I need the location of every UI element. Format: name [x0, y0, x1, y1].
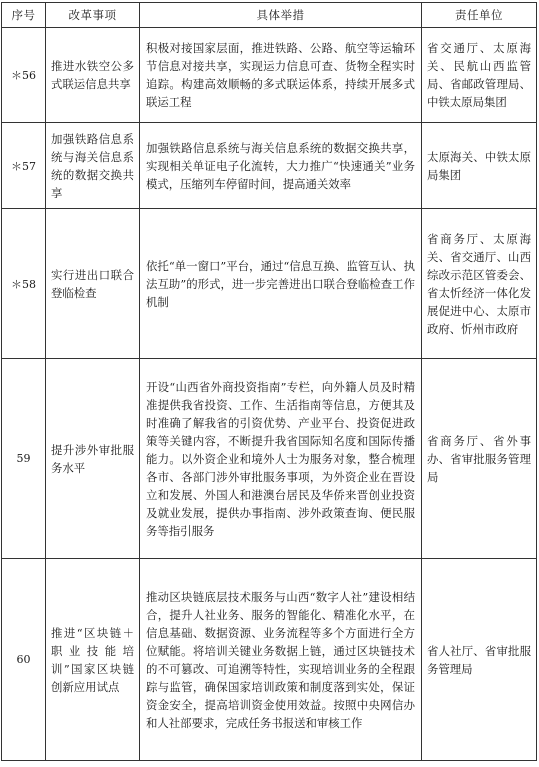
table-row	[2, 359, 537, 559]
responsible-unit-cell: 省商务厅、太原海关、省交通厅、山西综改示范区管委会、省太忻经济一体化发展促进中心、太原市政府、忻州市政府	[422, 209, 537, 359]
serial-no-cell: ＊57	[2, 123, 46, 209]
responsible-unit-cell: 省商务厅、省外事办、省审批服务管理局	[422, 359, 537, 559]
measure-cell: 积极对接国家层面，推进铁路、公路、航空等运输环节信息对接共享，实现运力信息可查、货物全程实时追踪。构建高效顺畅的多式联运体系，持续开展多式联运工程	[140, 28, 422, 123]
header-specific-measures: 具体举措	[140, 3, 422, 28]
reform-item-cell: 推进“区块链＋职业技能培训”国家区块链创新应用试点	[46, 559, 140, 761]
table-row	[2, 123, 537, 209]
header-serial-no: 序号	[2, 3, 46, 28]
reform-item-cell: 提升涉外审批服务水平	[46, 359, 140, 559]
table-row	[2, 209, 537, 359]
measure-cell: 开设“山西省外商投资指南”专栏，向外籍人员及时精准提供我省投资、工作、生活指南等信息，方便其及时准确了解我省的引资优势、产业平台、投资促进政策等关键内容，不断提升我省国际知名度和国际传播能力。以外资企业和境外人士为服务对象，整合梳理各市、各部门涉外审批服务事项，为外资企业在晋设立和发展、外国人和港澳台居民及华侨来晋创业投资及就业发展，提供办事指南、涉外政策查询、便民服务等指引服务	[140, 359, 422, 559]
serial-no-cell: 59	[2, 359, 46, 559]
serial-no-cell: 60	[2, 559, 46, 761]
measure-cell: 推动区块链底层技术服务与山西“数字人社”建设相结合，提升人社业务、服务的智能化、精准化水平，在信息基础、数据资源、业务流程等多个方面进行全方位赋能。将培训关键业务数据上链，通过区块链技术的不可篡改、可追溯等特性，实现培训业务的全程跟踪与监管，确保国家培训政策和制度落到实处，保证资金安全，提高培训资金使用效益。按照中央网信办和人社部要求，完成任务书报送和审核工作	[140, 559, 422, 761]
serial-no-cell: ＊58	[2, 209, 46, 359]
serial-no-cell: ＊56	[2, 28, 46, 123]
reform-item-cell: 实行进出口联合登临检查	[46, 209, 140, 359]
header-reform-item: 改革事项	[46, 3, 140, 28]
responsible-unit-cell: 省交通厅、太原海关、民航山西监管局、省邮政管理局、中铁太原局集团	[422, 28, 537, 123]
responsible-unit-cell: 太原海关、中铁太原局集团	[422, 123, 537, 209]
measure-cell: 依托“单一窗口”平台，通过“信息互换、监管互认、执法互助”的形式，进一步完善进出口联合登临检查工作机制	[140, 209, 422, 359]
header-responsible-unit: 责任单位	[422, 3, 537, 28]
table-header-row	[2, 3, 537, 28]
reform-measures-table	[1, 2, 537, 761]
reform-item-cell: 加强铁路信息系统与海关信息系统的数据交换共享	[46, 123, 140, 209]
table-row	[2, 559, 537, 761]
reform-item-cell: 推进水铁空公多式联运信息共享	[46, 28, 140, 123]
measure-cell: 加强铁路信息系统与海关信息系统的数据交换共享，实现相关单证电子化流转，大力推广“快速通关”业务模式，压缩列车停留时间，提高通关效率	[140, 123, 422, 209]
table-row	[2, 28, 537, 123]
responsible-unit-cell: 省人社厅、省审批服务管理局	[422, 559, 537, 761]
